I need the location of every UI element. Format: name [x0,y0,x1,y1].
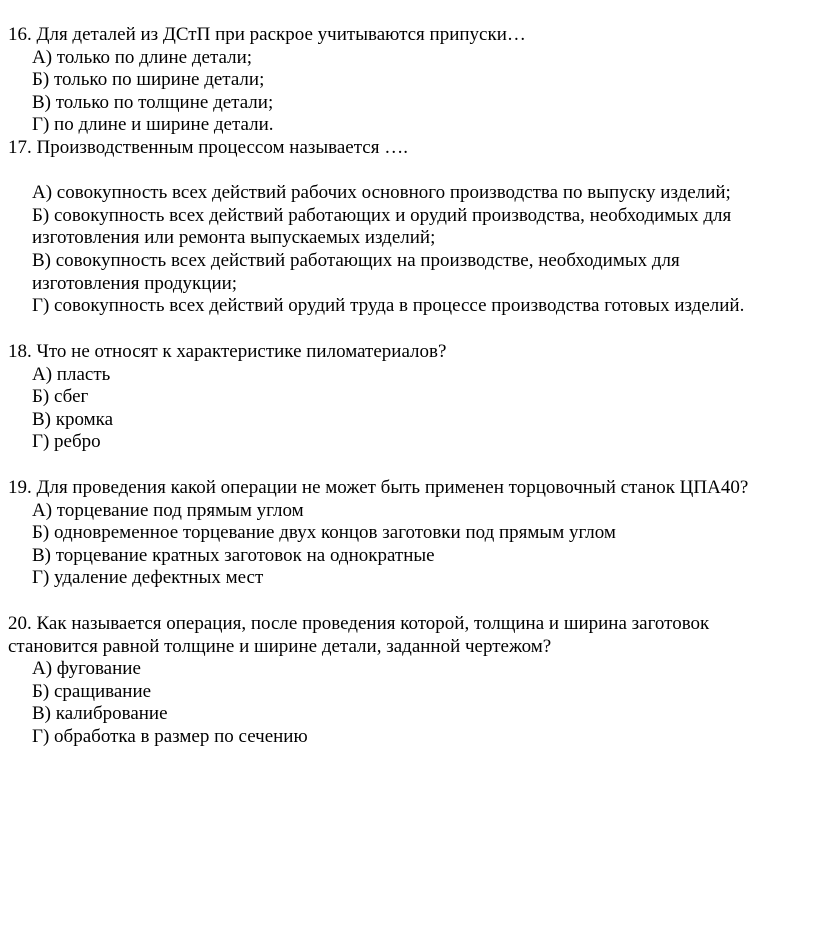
question-text: 18. Что не относят к характеристике пиломатериалов? [8,341,447,362]
question-text: 16. Для деталей из ДСтП при раскрое учитываются припуски… [8,24,526,45]
answer-options [0,182,800,318]
answer-options [0,500,800,590]
answer-option: Г) ребро [32,431,101,453]
answer-option: А) пласть [32,363,111,385]
question-20 [0,613,800,749]
question-18 [0,341,800,454]
answer-options [0,364,800,454]
question-17 [0,137,800,318]
answer-option: Г) совокупность всех действий орудий труда в процессе производства готовых изделий. [32,295,745,317]
spacer [0,160,800,183]
answer-option: Г) по длине и ширине детали. [32,114,274,136]
answer-option: Г) обработка в размер по сечению [32,725,308,747]
answer-option: В) кромка [32,408,114,430]
answer-option: В) совокупность всех действий работающих на производстве, необходимых для изготовления продукции; [32,249,680,294]
answer-option: В) калибрование [32,703,168,725]
answer-option: А) торцевание под прямым углом [32,499,304,521]
answer-option: А) фугование [32,658,141,680]
question-19 [0,477,800,590]
answer-option: Б) совокупность всех действий работающих и орудий производства, необходимых для изготовления или ремонта выпускаемых изделий; [32,204,732,249]
answer-option: Г) удаление дефектных мест [32,567,264,589]
answer-option: Б) сбег [32,386,89,408]
answer-option: В) только по толщине детали; [32,91,274,113]
answer-option: А) совокупность всех действий рабочих основного производства по выпуску изделий; [32,182,731,204]
answer-option: Б) только по ширине детали; [32,69,265,91]
answer-options [0,658,800,748]
question-16 [0,24,800,137]
answer-option: В) торцевание кратных заготовок на однократные [32,544,435,566]
answer-option: Б) одновременное торцевание двух концов заготовки под прямым углом [32,522,616,544]
question-text: 20. Как называется операция, после проведения которой, толщина и ширина заготовок становится равной толщине и ширине детали, заданной чертежом? [8,613,710,657]
answer-options [0,47,800,137]
question-text: 19. Для проведения какой операции не может быть применен торцовочный станок ЦПА40? [8,477,749,498]
answer-option: А) только по длине детали; [32,46,253,68]
answer-option: Б) сращивание [32,680,152,702]
question-text: 17. Производственным процессом называется …. [8,137,408,158]
